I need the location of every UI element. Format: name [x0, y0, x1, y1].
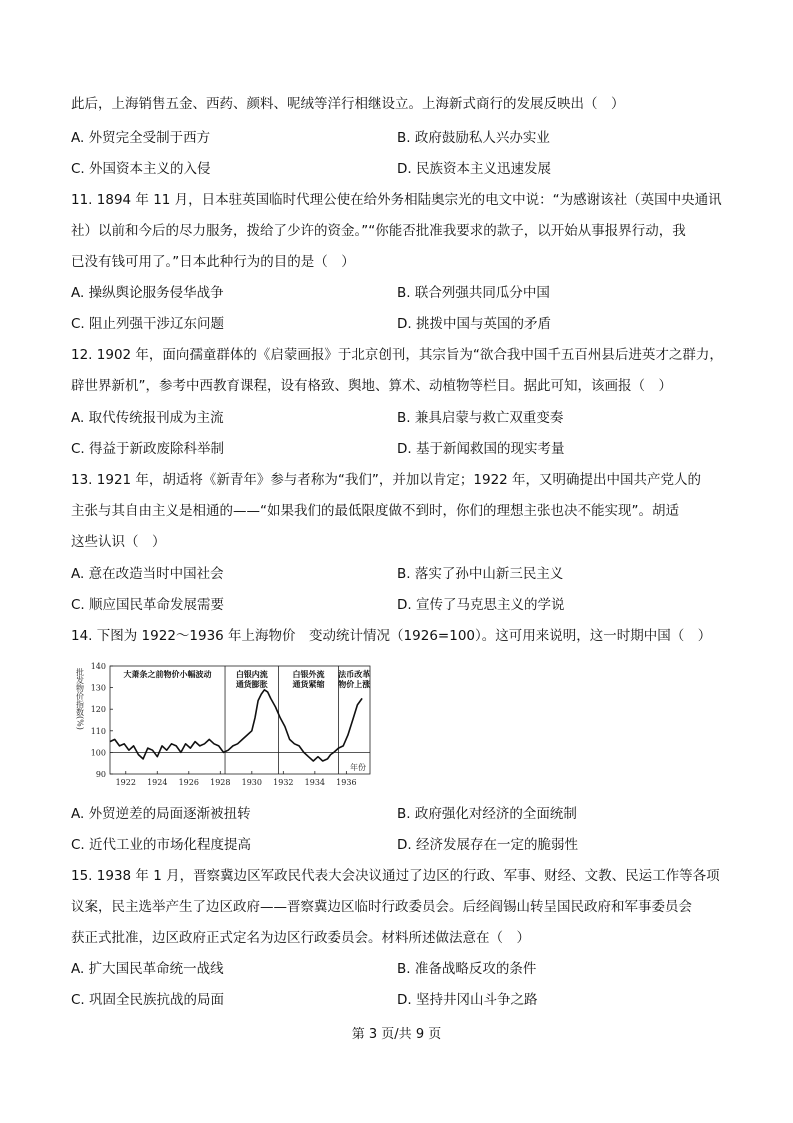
x-tick-label: 1928	[210, 778, 231, 787]
q13-stem-line-3: 这些认识（ ）	[71, 534, 166, 550]
page-footer: 第 3 页/共 9 页	[351, 1027, 442, 1042]
q10-option-a[interactable]: A. 外贸完全受制于西方	[71, 130, 211, 146]
x-axis-label: 年份	[350, 763, 366, 772]
x-tick-label: 1922	[115, 778, 136, 787]
q12-option-c[interactable]: C. 得益于新政废除科举制	[71, 441, 225, 457]
q15-option-b[interactable]: B. 准备战略反攻的条件	[397, 961, 537, 977]
q14-option-b[interactable]: B. 政府强化对经济的全面统制	[397, 806, 577, 822]
q13-stem-line-1: 13. 1921 年，胡适将《新青年》参与者称为“我们”，并加以肯定；1922 年，又明确提出中国共产党人的	[71, 472, 702, 488]
q12-option-d[interactable]: D. 基于新闻救国的现实考量	[397, 441, 565, 457]
y-tick-label: 120	[90, 705, 106, 715]
q12-stem-line-2: 辟世界新机”，参考中西教育课程，设有格致、舆地、算术、动植物等栏目。据此可知，该画报（ ）	[71, 378, 672, 394]
y-tick-label: 100	[90, 748, 106, 758]
period-annotation: 白银内流	[235, 669, 268, 679]
q14-stem: 14. 下图为 1922～1936 年上海物价 变动统计情况（1926=100）。这可用来说明，这一时期中国（ ）	[71, 628, 712, 644]
y-tick-label: 130	[90, 683, 106, 693]
price-index-chart	[70, 660, 390, 790]
q14-option-d[interactable]: D. 经济发展存在一定的脆弱性	[397, 837, 578, 853]
period-annotation: 大萧条之前物价小幅波动	[123, 669, 212, 679]
q12-option-a[interactable]: A. 取代传统报刊成为主流	[71, 410, 224, 426]
q11-stem-line-1: 11. 1894 年 11 月，日本驻英国临时代理公使在给外务相陆奥宗光的电文中说：“为感谢该社（英国中央通讯	[71, 192, 722, 208]
x-tick-label: 1924	[147, 778, 168, 787]
q11-stem-line-2: 社）以前和今后的尽力服务，拨给了少许的资金。”“你能否批准我要求的款子，以开始从事报界行动，我	[71, 223, 686, 239]
q15-option-c[interactable]: C. 巩固全民族抗战的局面	[71, 992, 225, 1008]
x-tick-label: 1936	[336, 778, 357, 787]
x-tick-label: 1930	[241, 778, 262, 787]
q12-stem-line-1: 12. 1902 年，面向孺童群体的《启蒙画报》于北京创刊，其宗旨为“欲合我中国千五百州县后进英才之群力，	[71, 347, 723, 363]
q11-option-a[interactable]: A. 操纵舆论服务侵华战争	[71, 285, 224, 301]
y-tick-label: 140	[90, 662, 106, 671]
period-annotation: 物价上涨	[338, 679, 371, 689]
x-tick-label: 1926	[178, 778, 199, 787]
period-annotation: 通货紧缩	[292, 679, 325, 689]
q14-option-a[interactable]: A. 外贸逆差的局面逐渐被扭转	[71, 806, 251, 822]
q15-stem-line-1: 15. 1938 年 1 月，晋察冀边区军政民代表大会决议通过了边区的行政、军事、财经、文教、民运工作等各项	[71, 868, 720, 884]
q13-option-d[interactable]: D. 宣传了马克思主义的学说	[397, 597, 565, 613]
q15-option-d[interactable]: D. 坚持井冈山斗争之路	[397, 992, 538, 1008]
x-tick-label: 1934	[304, 778, 326, 787]
q15-option-a[interactable]: A. 扩大国民革命统一战线	[71, 961, 224, 977]
price-index-line	[110, 690, 362, 761]
q15-stem-line-3: 获正式批准，边区政府正式定名为边区行政委员会。材料所述做法意在（ ）	[71, 930, 530, 946]
period-annotation: 法币改革	[338, 669, 371, 679]
q11-option-d[interactable]: D. 挑拨中国与英国的矛盾	[397, 316, 551, 332]
y-tick-label: 90	[95, 770, 106, 779]
q11-stem-line-3: 已没有钱可用了。”日本此种行为的目的是（ ）	[71, 254, 355, 270]
y-tick-label: 110	[90, 726, 106, 736]
q10-option-b[interactable]: B. 政府鼓励私人兴办实业	[397, 130, 550, 146]
q15-stem-line-2: 议案，民主选举产生了边区政府——晋察冀边区临时行政委员会。后经阎锡山转呈国民政府和军事委员会	[71, 899, 692, 915]
period-annotation: 白银外流	[292, 669, 325, 679]
q11-option-c[interactable]: C. 阻止列强干涉辽东问题	[71, 316, 225, 332]
q13-option-b[interactable]: B. 落实了孙中山新三民主义	[397, 566, 564, 582]
q11-option-b[interactable]: B. 联合列强共同瓜分中国	[397, 285, 550, 301]
period-annotation: 通货膨胀	[235, 679, 268, 689]
q12-option-b[interactable]: B. 兼具启蒙与救亡双重变奏	[397, 410, 564, 426]
y-axis-label: 批发物价指数(%)	[75, 668, 85, 730]
q14-option-c[interactable]: C. 近代工业的市场化程度提高	[71, 837, 252, 853]
q13-stem-line-2: 主张与其自由主义是相通的——“如果我们的最低限度做不到时，你们的理想主张也决不能实现”。胡适	[71, 503, 679, 519]
q10-option-c[interactable]: C. 外国资本主义的入侵	[71, 161, 211, 177]
q10-stem: 此后，上海销售五金、西药、颜料、呢绒等洋行相继设立。上海新式商行的发展反映出（ ）	[71, 96, 625, 112]
q13-option-c[interactable]: C. 顺应国民革命发展需要	[71, 597, 225, 613]
x-tick-label: 1932	[273, 778, 294, 787]
q10-option-d[interactable]: D. 民族资本主义迅速发展	[397, 161, 551, 177]
q13-option-a[interactable]: A. 意在改造当时中国社会	[71, 566, 224, 582]
